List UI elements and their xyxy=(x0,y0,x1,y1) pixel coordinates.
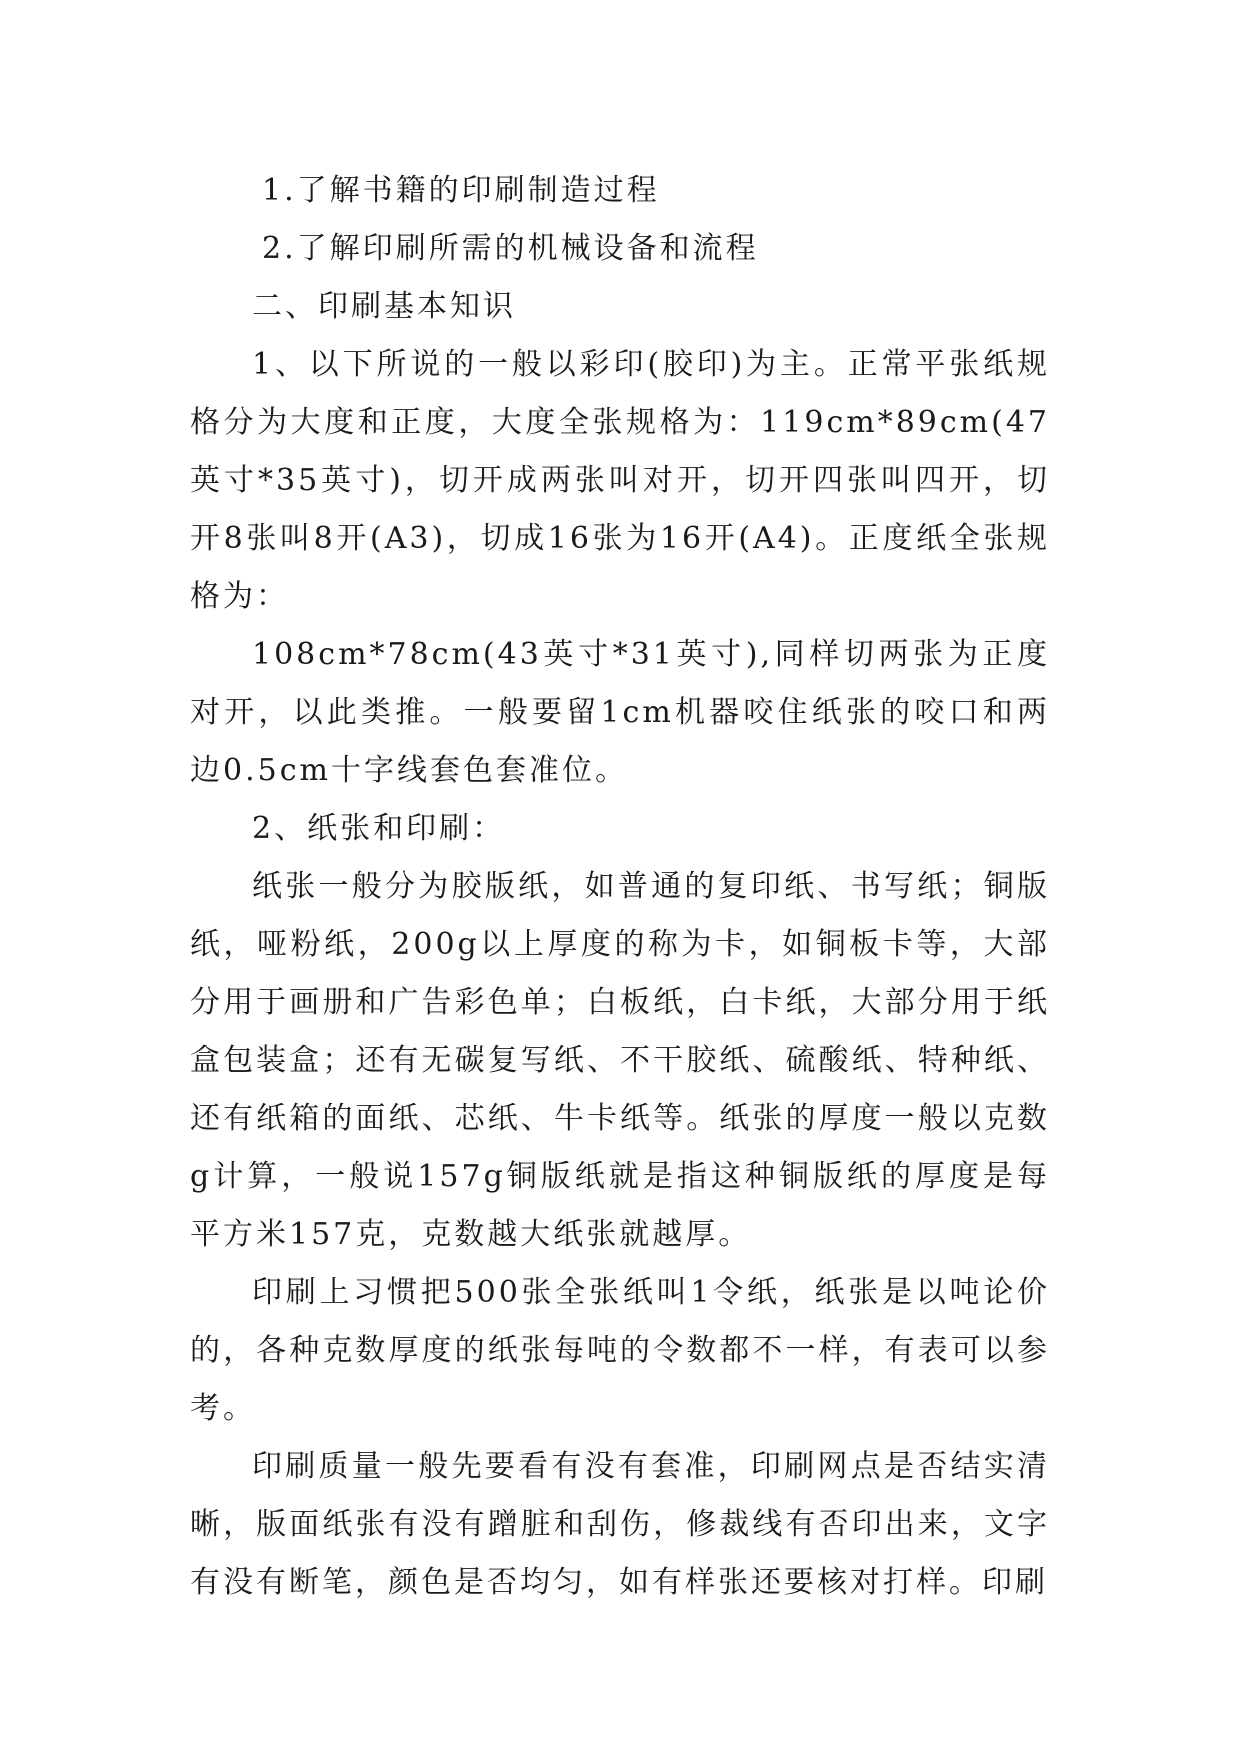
paragraph-ream: 印刷上习惯把500张全张纸叫1令纸，纸张是以吨论价的，各种克数厚度的纸张每吨的令数都不一样，有表可以参考。 xyxy=(190,1275,1050,1426)
paragraph-goal-1: 1.了解书籍的印刷制造过程 xyxy=(262,173,660,208)
paragraph-paper-types: 纸张一般分为胶版纸，如普通的复印纸、书写纸；铜版纸，哑粉纸，200g以上厚度的称为卡，如铜板卡等，大部分用于画册和广告彩色单；白板纸，白卡纸，大部分用于纸盒包装盒；还有无碳复写纸、不干胶纸、硫酸纸、特种纸、还有纸箱的面纸、芯纸、牛卡纸等。纸张的厚度一般以克数g计算，一般说157g铜版纸就是指这种铜版纸的厚度是每平方米157克，克数越大纸张就越厚。 xyxy=(190,869,1050,1252)
paragraph-goal-2: 2.了解印刷所需的机械设备和流程 xyxy=(262,231,759,266)
document-body xyxy=(190,162,1050,1612)
paragraph-print-quality: 印刷质量一般先要看有没有套准，印刷网点是否结实清晰，版面纸张有没有蹭脏和刮伤，修裁线有否印出来，文字有没有断笔，颜色是否均匀，如有样张还要核对打样。印刷 xyxy=(190,1449,1050,1600)
subheading-paper-and-printing: 2、纸张和印刷： xyxy=(252,811,506,846)
paragraph-standard-size: 108cm*78cm(43英寸*31英寸),同样切两张为正度对开，以此类推。一般要留1cm机器咬住纸张的咬口和两边0.5cm十字线套色套准位。 xyxy=(190,637,1050,788)
section-heading-printing-basics: 二、印刷基本知识 xyxy=(252,289,516,324)
paragraph-paper-sizes: 1、以下所说的一般以彩印(胶印)为主。正常平张纸规格分为大度和正度，大度全张规格为：119cm*89cm(47英寸*35英寸)，切开成两张叫对开，切开四张叫四开，切开8张叫8开(A3)，切成16张为16开(A4)。正度纸全张规格为： xyxy=(190,347,1050,614)
